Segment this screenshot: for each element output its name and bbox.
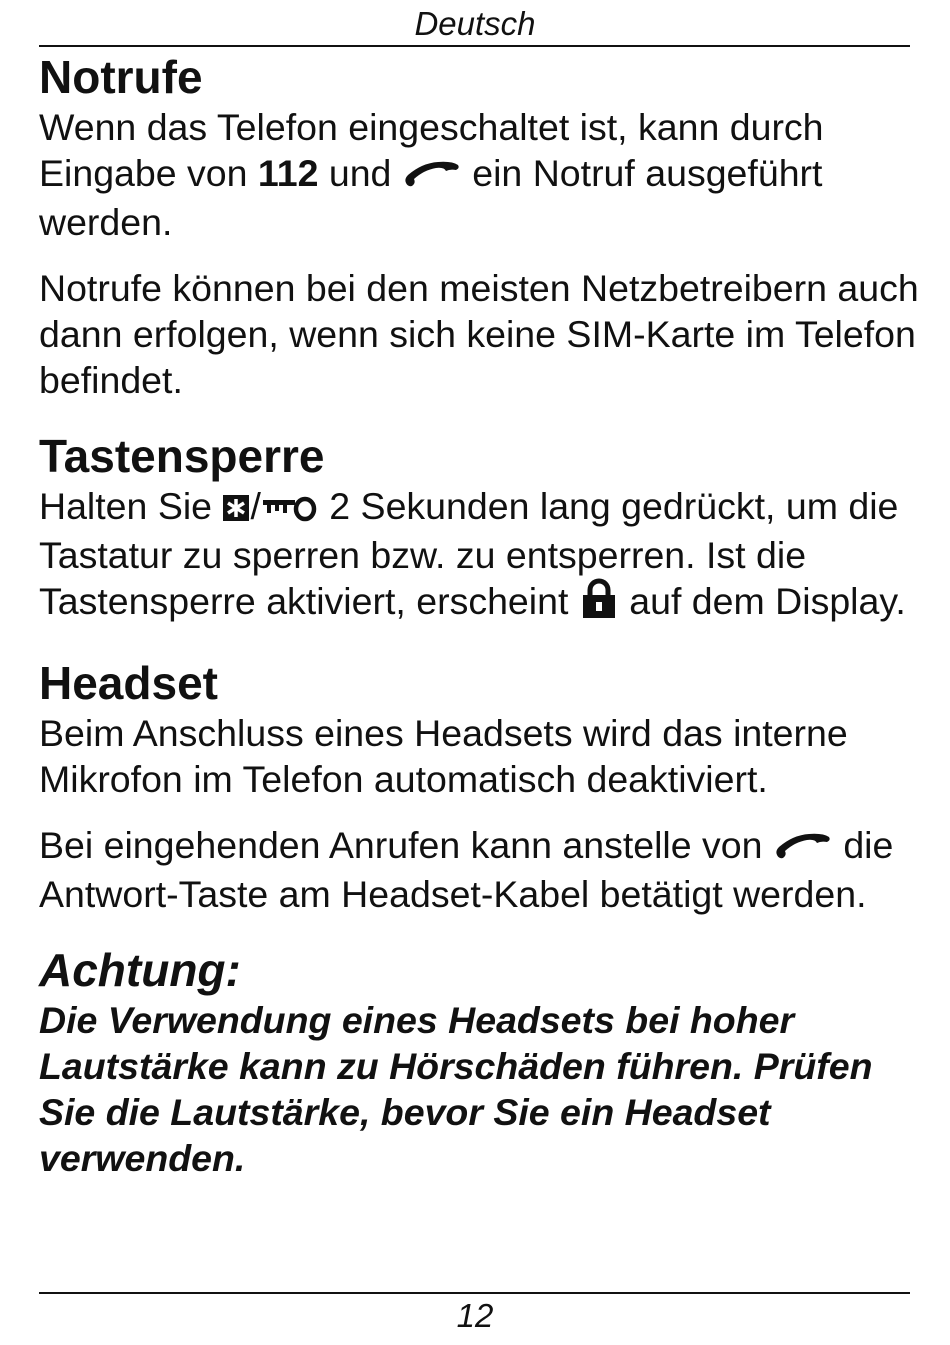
- headset-text-a: Bei eingehenden Anrufen kann anstelle von: [39, 824, 773, 867]
- call-key-icon: [402, 153, 462, 199]
- warning-text: Die Verwendung eines Headsets bei hoher Lautstärke kann zu Hörschäden führen. Prüfen Sie die Lautstärke, bevor Sie ein Headset verwenden.: [39, 999, 873, 1180]
- notrufe-paragraph-2: Notrufe können bei den meisten Netzbetreibern auch dann erfolgen, wenn sich keine SIM-Karte im Telefon befindet.: [39, 267, 919, 402]
- emergency-number: 112: [257, 152, 319, 194]
- tastensperre-text-c: auf dem Display.: [618, 580, 906, 623]
- notrufe-text-b: und: [318, 152, 402, 194]
- tastensperre-text-b: 2 Sekunden lang gedrückt, um die Tastatur zu sperren bzw. zu entsperren. Ist die Tastensperre aktiviert, erscheint: [39, 485, 899, 623]
- footer-divider: [39, 1292, 910, 1294]
- notrufe-text-a: Wenn das Telefon eingeschaltet ist, kann durch Eingabe von: [39, 106, 824, 194]
- section-title-tastensperre: Tastensperre: [39, 430, 325, 483]
- lock-icon: [579, 578, 619, 630]
- warning-title: Achtung:: [39, 944, 241, 997]
- page-header-language: Deutsch: [414, 5, 536, 42]
- page-content: [39, 50, 919, 1181]
- tastensperre-text-a: Halten Sie: [39, 485, 223, 528]
- section-title-headset: Headset: [39, 657, 218, 710]
- key-separator: /: [250, 485, 261, 528]
- page-number: 12: [456, 1297, 494, 1334]
- star-key-icon: [222, 486, 250, 532]
- call-key-icon: [773, 825, 833, 871]
- headset-paragraph-2: [39, 822, 919, 917]
- key-icon: [261, 486, 319, 532]
- headset-paragraph-1: Beim Anschluss eines Headsets wird das interne Mikrofon im Telefon automatisch deaktiviert.: [39, 712, 848, 801]
- section-title-notrufe: Notrufe: [39, 51, 203, 103]
- notrufe-text-c: ein Notruf ausgeführt werden.: [39, 152, 823, 244]
- tastensperre-paragraph: [39, 483, 919, 630]
- notrufe-paragraph-1: [39, 104, 919, 245]
- headset-text-b: die Antwort-Taste am Headset-Kabel betätigt werden.: [39, 824, 894, 916]
- header-divider: [39, 45, 910, 47]
